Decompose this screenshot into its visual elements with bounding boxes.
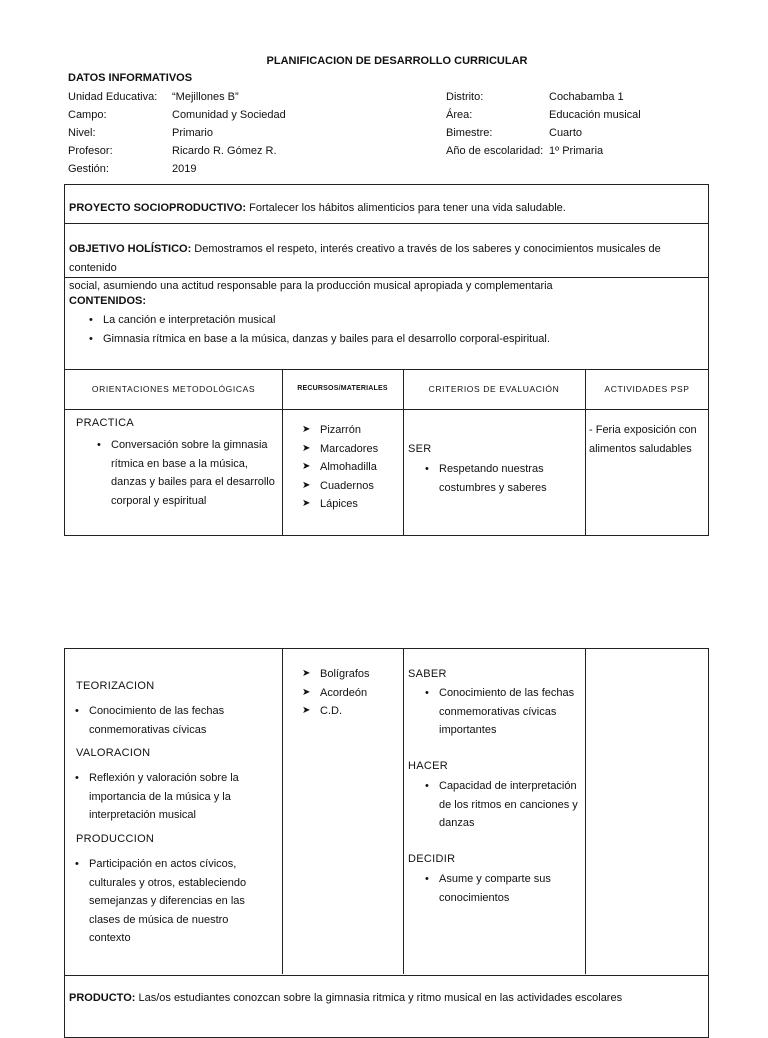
- info-label: Profesor:: [68, 145, 113, 157]
- list-item: [51, 702, 279, 739]
- decidir-list: [401, 870, 585, 907]
- upper-plan-box: [64, 184, 709, 536]
- datos-informativos-heading: DATOS INFORMATIVOS: [68, 72, 193, 84]
- column-header: ACTIVIDADES PSP: [604, 384, 690, 394]
- info-value: Ricardo R. Gómez R.: [172, 145, 277, 157]
- objetivo-line: social, asumiendo una actitud responsable para la producción musical apropiada y complementaria: [69, 280, 553, 292]
- column-header: ORIENTACIONES METODOLÓGICAS: [91, 384, 256, 394]
- list-item: ➤ C.D.: [282, 702, 370, 721]
- info-label: Campo:: [68, 109, 107, 121]
- list-item: • Gimnasia rítmica en base a la música, danzas y bailes para el desarrollo corporal-espiritual.: [65, 330, 550, 349]
- text-line: • Conocimiento de las fechas: [439, 687, 575, 699]
- contenidos-label: CONTENIDOS:: [69, 295, 146, 307]
- divider: [65, 223, 708, 224]
- list-item: [401, 777, 585, 833]
- text-line: costumbres y saberes: [439, 481, 547, 494]
- list-item: ➤ Almohadilla: [282, 458, 378, 477]
- recursos-list: [282, 665, 370, 721]
- list-item: ➤ Bolígrafos: [282, 665, 370, 684]
- proyecto-label: PROYECTO SOCIOPRODUCTIVO:: [69, 202, 247, 214]
- text-line: culturales y otros, estableciendo: [89, 876, 247, 889]
- objetivo-line: Demostramos el respeto, interés creativo a través de los saberes y conocimientos musicales de contenido: [69, 243, 661, 274]
- objetivo-label: OBJETIVO HOLÍSTICO:: [69, 243, 192, 255]
- list-item: [401, 460, 585, 497]
- column-header: CRITERIOS DE EVALUACIÓN: [428, 384, 560, 394]
- info-value: Comunidad y Sociedad: [172, 109, 286, 121]
- saber-list: [401, 684, 585, 740]
- divider: [65, 277, 708, 278]
- teorizacion-list: [51, 702, 279, 739]
- ser-list: [401, 460, 585, 497]
- list-item: ➤ Pizarrón: [282, 421, 378, 440]
- text-line: - Feria exposición con: [589, 424, 697, 436]
- info-left-values: [172, 88, 286, 178]
- section-valoracion: VALORACION: [76, 747, 151, 759]
- text-line: • Asume y comparte sus: [439, 873, 551, 885]
- practica-list: [73, 436, 278, 510]
- column-divider: [585, 649, 586, 974]
- list-item: ➤ Acordeón: [282, 684, 370, 703]
- text-line: conmemorativas cívicas: [439, 705, 557, 718]
- list-item: [51, 855, 279, 948]
- text-line: conocimientos: [439, 891, 510, 904]
- text-line: importancia de la música y la: [89, 790, 231, 803]
- column-header: RECURSOS/MATERIALES: [297, 385, 388, 392]
- section-practica: PRACTICA: [76, 417, 135, 429]
- section-produccion: PRODUCCION: [76, 833, 155, 845]
- objetivo-holistico: [69, 240, 708, 296]
- text-line: clases de música de nuestro: [89, 913, 229, 926]
- info-label: Gestión:: [68, 163, 109, 175]
- info-right-labels: [446, 88, 543, 160]
- text-line: interpretación musical: [89, 809, 196, 821]
- info-value: 2019: [172, 163, 197, 175]
- text-line: danzas: [439, 817, 475, 829]
- contenidos-list: [65, 311, 550, 348]
- info-value: Primario: [172, 127, 213, 139]
- text-line: • Conversación sobre la gimnasia: [111, 439, 268, 451]
- methodology-table: [65, 369, 708, 535]
- text-line: conmemorativas cívicas: [89, 723, 207, 736]
- actividades-psp: [589, 421, 697, 458]
- info-label: Nivel:: [68, 127, 96, 139]
- section-decidir: DECIDIR: [408, 853, 456, 865]
- text-line: danzas y bailes para el desarrollo: [111, 476, 275, 488]
- lower-plan-box: [64, 648, 709, 1038]
- info-label: Unidad Educativa:: [68, 91, 158, 103]
- text-line: semejanzas y diferencias en las: [89, 895, 245, 907]
- list-item: [401, 870, 585, 907]
- text-line: corporal y espiritual: [111, 494, 207, 507]
- proyecto-text: Fortalecer los hábitos alimenticios para tener una vida saludable.: [246, 202, 566, 214]
- recursos-list: [282, 421, 378, 514]
- list-item: ➤ Lápices: [282, 495, 378, 514]
- list-item: [51, 769, 279, 825]
- info-right-values: [549, 88, 641, 160]
- section-teorizacion: TEORIZACION: [76, 680, 155, 692]
- section-hacer: HACER: [408, 760, 449, 772]
- valoracion-list: [51, 769, 279, 825]
- text-line: • Reflexión y valoración sobre la: [89, 772, 239, 784]
- produccion-list: [51, 855, 279, 948]
- text-line: de los ritmos en canciones y: [439, 798, 578, 811]
- producto-text: Las/os estudiantes conozcan sobre la gimnasia ritmica y ritmo musical en las actividades escolares: [135, 992, 623, 1004]
- text-line: • Participación en actos cívicos,: [89, 858, 237, 870]
- list-item: ➤ Cuadernos: [282, 477, 378, 496]
- divider: [65, 975, 708, 976]
- list-item: [401, 684, 585, 740]
- list-item: ➤ Marcadores: [282, 440, 378, 459]
- info-label: Distrito:: [446, 91, 484, 103]
- producto: [69, 992, 622, 1004]
- divider: [65, 409, 708, 410]
- page-title: PLANIFICACION DE DESARROLLO CURRICULAR: [266, 55, 528, 67]
- info-left-labels: [68, 88, 157, 178]
- column-divider: [403, 369, 404, 535]
- text-line: contexto: [89, 932, 131, 944]
- text-line: • Respetando nuestras: [439, 463, 544, 475]
- text-line: importantes: [439, 724, 497, 736]
- info-label: Bimestre:: [446, 127, 493, 139]
- hacer-list: [401, 777, 585, 833]
- info-value: Cochabamba 1: [549, 91, 624, 103]
- section-ser: SER: [408, 443, 432, 455]
- info-value: “Mejillones B”: [172, 91, 239, 103]
- column-divider: [585, 369, 586, 535]
- text-line: alimentos saludables: [589, 442, 692, 455]
- producto-label: PRODUCTO:: [69, 992, 136, 1004]
- text-line: • Conocimiento de las fechas: [89, 705, 225, 717]
- info-value: Cuarto: [549, 127, 583, 139]
- info-label: Área:: [446, 109, 473, 121]
- info-label: Año de escolaridad:: [446, 145, 544, 157]
- proyecto-socioproductivo: [69, 202, 566, 214]
- list-item: • La canción e interpretación musical: [65, 311, 550, 330]
- text-line: rítmica en base a la música,: [111, 457, 248, 470]
- list-item: [73, 436, 278, 510]
- section-saber: SABER: [408, 668, 447, 680]
- text-line: • Capacidad de interpretación: [439, 780, 577, 792]
- info-value: 1º Primaria: [549, 145, 604, 157]
- info-value: Educación musical: [549, 109, 641, 121]
